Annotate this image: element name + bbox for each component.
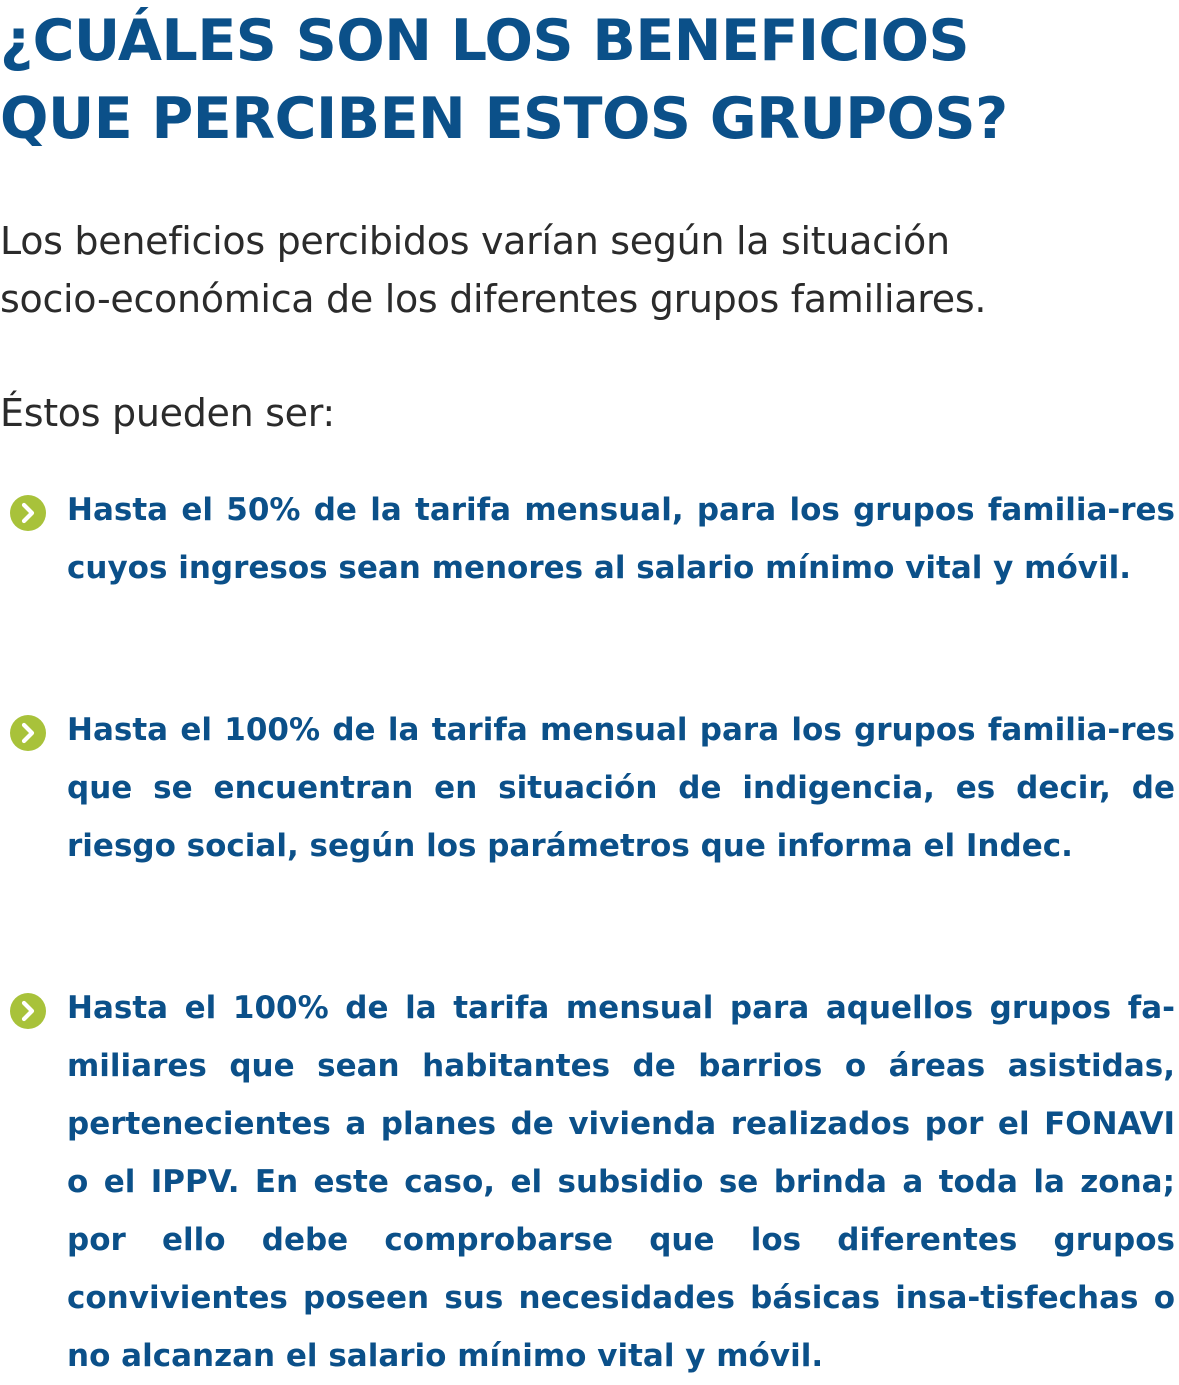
benefit-text-3: Hasta el 100% de la tarifa mensual para aquellos grupos fa-miliares que sean habitantes de barrios o áreas asistidas, pertenecientes a planes de vivienda realizados por el FONAVI o el IPPV. En este caso, el subsidio se brinda a toda la zona; por ello debe comprobarse que los diferentes grupos convivientes poseen sus necesidades básicas insa-tisfechas o no alcanzan el salario mínimo vital y móvil. [67,990,1175,1374]
chevron-right-circle-icon [10,715,46,751]
page-title [0,2,1179,158]
benefit-text-2: Hasta el 100% de la tarifa mensual para los grupos familia-res que se encuentran en situación de indigencia, es decir, de riesgo social, según los parámetros que informa el Indec. [67,712,1175,864]
chevron-right-circle-icon [10,993,46,1029]
title-line-2: QUE PERCIBEN ESTOS GRUPOS? [0,86,1008,152]
title-line-1: ¿CUÁLES SON LOS BENEFICIOS [0,8,970,74]
benefit-text-1: Hasta el 50% de la tarifa mensual, para los grupos familia-res cuyos ingresos sean menores al salario mínimo vital y móvil. [67,492,1175,586]
list-intro: Éstos pueden ser: [0,391,335,435]
intro-paragraph [0,212,1179,328]
chevron-right-circle-icon [10,495,46,531]
intro-line-2: socio-económica de los diferentes grupos familiares. [0,277,987,321]
intro-line-1: Los beneficios percibidos varían según la situación [0,219,950,263]
